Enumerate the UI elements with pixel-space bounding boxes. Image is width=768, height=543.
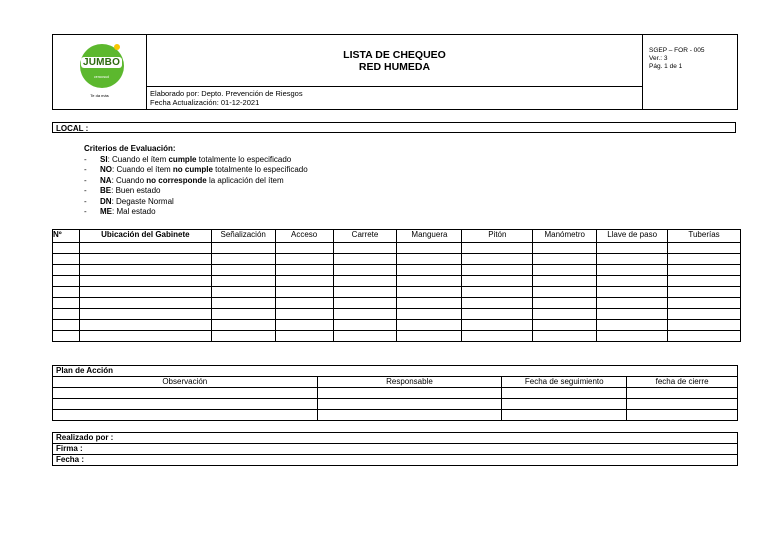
table-cell[interactable] — [333, 287, 397, 298]
table-cell[interactable] — [275, 276, 333, 287]
column-header: Responsable — [317, 377, 502, 388]
table-row — [53, 388, 738, 399]
inspection-header-row — [53, 230, 741, 243]
table-cell[interactable] — [211, 331, 275, 342]
document-header — [52, 34, 738, 110]
table-cell[interactable] — [275, 265, 333, 276]
logo-cell — [53, 35, 147, 110]
table-cell[interactable] — [533, 298, 597, 309]
table-row — [53, 243, 741, 254]
table-row — [53, 287, 741, 298]
criteria-text: BE — [100, 186, 112, 195]
table-row — [53, 309, 741, 320]
table-cell[interactable] — [668, 287, 741, 298]
criteria-list — [84, 155, 308, 218]
logo-brand: JUMBO — [82, 57, 121, 68]
table-cell[interactable] — [397, 243, 462, 254]
local-field[interactable]: LOCAL : — [52, 122, 736, 133]
table-cell[interactable] — [627, 399, 738, 410]
criteria-text: : Degaste Normal — [111, 196, 174, 206]
table-cell[interactable] — [533, 243, 597, 254]
criteria-text: - — [84, 154, 87, 164]
table-cell[interactable] — [668, 265, 741, 276]
date-field[interactable]: Fecha : — [53, 455, 738, 466]
criteria-text: - — [84, 186, 87, 195]
prepared-cell — [147, 87, 643, 110]
criteria-text: : Cuando — [111, 175, 147, 185]
table-cell[interactable] — [53, 254, 80, 265]
criteria-text: - — [84, 207, 87, 216]
table-cell[interactable] — [79, 243, 211, 254]
criteria-item — [84, 155, 308, 166]
column-header: Observación — [53, 377, 318, 388]
table-cell[interactable] — [275, 298, 333, 309]
table-cell[interactable] — [533, 309, 597, 320]
column-header: fecha de cierre — [627, 377, 738, 388]
table-row — [53, 320, 741, 331]
criteria-text: cumple — [168, 154, 197, 164]
table-cell[interactable] — [397, 287, 462, 298]
column-header: Tuberías — [668, 230, 741, 243]
table-cell[interactable] — [211, 309, 275, 320]
criteria-item — [84, 207, 308, 218]
document-page: Pág. 1 de 1 — [649, 63, 683, 70]
logo-tagline: Te da más — [90, 93, 109, 98]
table-cell[interactable] — [533, 265, 597, 276]
table-cell[interactable] — [79, 254, 211, 265]
column-header: Manguera — [397, 230, 462, 243]
table-cell[interactable] — [502, 399, 627, 410]
table-cell[interactable] — [462, 287, 533, 298]
criteria-text: : Buen estado — [111, 186, 161, 195]
table-cell[interactable] — [462, 320, 533, 331]
table-cell[interactable] — [668, 309, 741, 320]
table-cell[interactable] — [397, 320, 462, 331]
criteria-text: - — [84, 165, 87, 174]
document-code: SGEP – FOR - 005 — [649, 47, 705, 54]
table-cell[interactable] — [211, 254, 275, 265]
table-cell[interactable] — [668, 254, 741, 265]
table-cell[interactable] — [53, 243, 80, 254]
table-cell[interactable] — [79, 309, 211, 320]
action-plan-table — [52, 365, 738, 421]
table-row — [53, 265, 741, 276]
logo-dot-icon — [114, 44, 120, 50]
table-cell[interactable] — [397, 331, 462, 342]
criteria-text: NA — [100, 175, 112, 185]
table-cell[interactable] — [533, 254, 597, 265]
column-header: Carrete — [333, 230, 397, 243]
criteria-text: totalmente lo especificado — [196, 154, 292, 164]
table-cell[interactable] — [627, 410, 738, 421]
table-cell[interactable] — [597, 320, 668, 331]
evaluation-criteria — [84, 144, 308, 218]
table-cell[interactable] — [397, 276, 462, 287]
table-cell[interactable] — [53, 298, 80, 309]
table-cell[interactable] — [597, 309, 668, 320]
inspection-table — [52, 229, 741, 342]
table-cell[interactable] — [333, 254, 397, 265]
table-row — [53, 410, 738, 421]
table-row — [53, 276, 741, 287]
table-cell[interactable] — [79, 287, 211, 298]
table-row — [53, 298, 741, 309]
table-cell[interactable] — [397, 254, 462, 265]
table-cell[interactable] — [533, 287, 597, 298]
table-cell[interactable] — [668, 331, 741, 342]
criteria-text: no corresponde — [146, 175, 207, 185]
table-cell[interactable] — [597, 287, 668, 298]
table-row — [53, 254, 741, 265]
criteria-text: - — [84, 196, 87, 206]
table-cell[interactable] — [333, 298, 397, 309]
document-title: LISTA DE CHEQUEO — [343, 48, 446, 61]
title-cell — [147, 35, 643, 87]
table-cell[interactable] — [397, 265, 462, 276]
table-cell[interactable] — [275, 287, 333, 298]
table-cell[interactable] — [53, 331, 80, 342]
criteria-item — [84, 165, 308, 176]
table-cell[interactable] — [53, 276, 80, 287]
criteria-text: : Cuando el ítem — [112, 165, 173, 174]
table-cell[interactable] — [211, 276, 275, 287]
table-cell[interactable] — [397, 298, 462, 309]
criteria-text: - — [84, 175, 87, 185]
table-cell[interactable] — [597, 276, 668, 287]
table-cell[interactable] — [597, 243, 668, 254]
table-cell[interactable] — [597, 331, 668, 342]
table-cell[interactable] — [668, 276, 741, 287]
column-header: Ubicación del Gabinete — [79, 230, 211, 243]
table-cell[interactable] — [79, 265, 211, 276]
criteria-text: SI — [100, 154, 108, 164]
table-cell[interactable] — [211, 320, 275, 331]
table-cell[interactable] — [627, 388, 738, 399]
signature-table — [52, 432, 738, 466]
table-row — [53, 399, 738, 410]
table-cell[interactable] — [53, 265, 80, 276]
table-row — [53, 331, 741, 342]
table-cell[interactable] — [211, 287, 275, 298]
table-cell[interactable] — [53, 410, 318, 421]
table-cell[interactable] — [275, 309, 333, 320]
table-cell[interactable] — [333, 276, 397, 287]
table-cell[interactable] — [502, 410, 627, 421]
criteria-text: la aplicación del ítem — [206, 175, 284, 185]
criteria-text: no cumple — [172, 165, 213, 174]
update-date: Fecha Actualización: 01-12-2021 — [150, 98, 260, 107]
table-cell[interactable] — [533, 276, 597, 287]
table-cell[interactable] — [462, 309, 533, 320]
table-cell[interactable] — [668, 320, 741, 331]
column-header: Llave de paso — [597, 230, 668, 243]
table-cell[interactable] — [333, 243, 397, 254]
table-cell[interactable] — [53, 399, 318, 410]
table-cell[interactable] — [317, 388, 502, 399]
column-header: Fecha de seguimiento — [502, 377, 627, 388]
table-cell[interactable] — [597, 265, 668, 276]
table-cell[interactable] — [668, 298, 741, 309]
table-cell[interactable] — [462, 243, 533, 254]
table-cell[interactable] — [53, 287, 80, 298]
criteria-text: ME — [100, 207, 112, 216]
criteria-item — [84, 197, 308, 208]
column-header: Manómetro — [533, 230, 597, 243]
criteria-text: totalmente lo especificado — [212, 165, 308, 174]
table-cell[interactable] — [333, 320, 397, 331]
jumbo-logo — [70, 42, 130, 102]
table-cell[interactable] — [211, 243, 275, 254]
table-cell[interactable] — [53, 388, 318, 399]
table-cell[interactable] — [79, 320, 211, 331]
table-cell[interactable] — [533, 320, 597, 331]
table-cell[interactable] — [462, 265, 533, 276]
table-cell[interactable] — [668, 243, 741, 254]
logo-sub: cencosud — [94, 75, 109, 79]
column-header: Pitón — [462, 230, 533, 243]
table-cell[interactable] — [79, 276, 211, 287]
table-cell[interactable] — [502, 388, 627, 399]
table-cell[interactable] — [275, 243, 333, 254]
criteria-text: : Cuando el ítem — [107, 154, 169, 164]
column-header: Nº — [53, 230, 80, 243]
action-plan-header-row — [53, 377, 738, 388]
code-cell — [643, 35, 738, 110]
criteria-item — [84, 176, 308, 187]
criteria-text: : Mal estado — [112, 207, 156, 216]
action-plan-title: Plan de Acción — [53, 366, 738, 377]
criteria-text: DN — [100, 196, 112, 206]
table-cell[interactable] — [462, 298, 533, 309]
document-subtitle: RED HUMEDA — [358, 60, 431, 73]
criteria-item — [84, 186, 308, 197]
table-cell[interactable] — [275, 254, 333, 265]
signature-field[interactable]: Firma : — [53, 444, 738, 455]
table-cell[interactable] — [597, 254, 668, 265]
table-cell[interactable] — [597, 298, 668, 309]
table-cell[interactable] — [53, 320, 80, 331]
column-header: Señalización — [211, 230, 275, 243]
done-by-field[interactable]: Realizado por : — [53, 433, 738, 444]
column-header: Acceso — [275, 230, 333, 243]
prepared-by: Elaborado por: Depto. Prevención de Riesgos — [150, 89, 303, 98]
table-cell[interactable] — [397, 309, 462, 320]
criteria-text: NO — [100, 165, 112, 174]
document-version: Ver.: 3 — [649, 55, 668, 62]
table-cell[interactable] — [533, 331, 597, 342]
table-cell[interactable] — [79, 331, 211, 342]
criteria-title: Criterios de Evaluación: — [84, 144, 176, 153]
table-cell[interactable] — [333, 331, 397, 342]
table-cell[interactable] — [462, 254, 533, 265]
table-cell[interactable] — [317, 399, 502, 410]
table-cell[interactable] — [275, 320, 333, 331]
table-cell[interactable] — [211, 298, 275, 309]
table-cell[interactable] — [462, 331, 533, 342]
table-cell[interactable] — [333, 309, 397, 320]
table-cell[interactable] — [317, 410, 502, 421]
table-cell[interactable] — [275, 331, 333, 342]
table-cell[interactable] — [79, 298, 211, 309]
table-cell[interactable] — [462, 276, 533, 287]
table-cell[interactable] — [53, 309, 80, 320]
table-cell[interactable] — [333, 265, 397, 276]
table-cell[interactable] — [211, 265, 275, 276]
